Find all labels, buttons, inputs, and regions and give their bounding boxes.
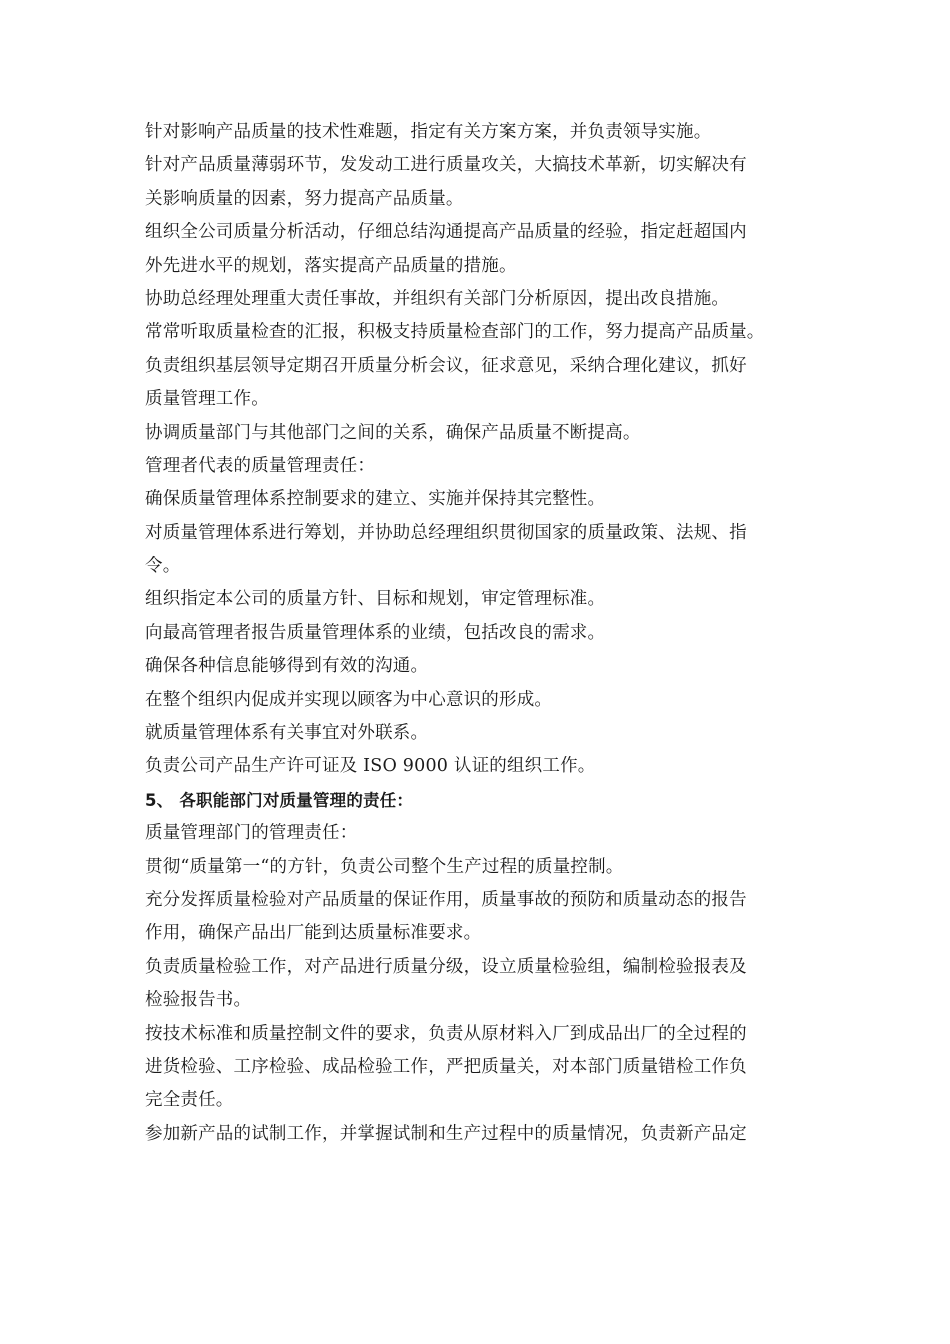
text-line: 参加新产品的试制工作，并掌握试制和生产过程中的质量情况，负责新产品定: [145, 1123, 747, 1144]
text-line: 向最高管理者报告质量管理体系的业绩，包括改良的需求。: [145, 622, 606, 643]
text-line: 令。: [145, 556, 181, 577]
text-line: 作用，确保产品出厂能到达质量标准要求。: [145, 923, 482, 944]
text-line: 就质量管理体系有关事宜对外联系。: [145, 723, 429, 744]
text-line: 按技术标准和质量控制文件的要求，负责从原材料入厂到成品出厂的全过程的: [145, 1023, 747, 1044]
text-line: 常常听取质量检查的汇报，积极支持质量检查部门的工作，努力提高产品质量。: [145, 322, 765, 343]
text-line: 针对影响产品质量的技术性难题，指定有关方案方案，并负责领导实施。: [145, 122, 712, 142]
text-line: 协调质量部门与其他部门之间的关系，确保产品质量不断提高。: [145, 422, 641, 443]
text-line: 质量管理部门的管理责任：: [145, 823, 358, 844]
text-line: 针对产品质量薄弱环节，发发动工进行质量攻关，大搞技术革新，切实解决有: [145, 155, 747, 176]
section-heading: 5、 各职能部门对质量管理的责任：: [145, 790, 414, 810]
text-line: 管理者代表的质量管理责任：: [145, 455, 376, 476]
text-line: 进货检验、工序检验、成品检验工作，严把质量关，对本部门质量错检工作负: [145, 1056, 747, 1077]
text-line: 确保质量管理体系控制要求的建立、实施并保持其完整性。: [145, 489, 606, 510]
text-line: 充分发挥质量检验对产品质量的保证作用，质量事故的预防和质量动态的报告: [145, 889, 747, 910]
text-line: 确保各种信息能够得到有效的沟通。: [145, 656, 429, 677]
text-line: 组织指定本公司的质量方针、目标和规划，审定管理标准。: [145, 589, 606, 610]
document-body: [145, 116, 810, 1151]
text-line: 负责质量检验工作，对产品进行质量分级，设立质量检验组，编制检验报表及: [145, 956, 747, 977]
text-line: 对质量管理体系进行筹划，并协助总经理组织贯彻国家的质量政策、法规、指: [145, 522, 747, 543]
text-line: 负责组织基层领导定期召开质量分析会议，征求意见，采纳合理化建议，抓好: [145, 355, 747, 376]
text-line: 关影响质量的因素，努力提高产品质量。: [145, 188, 464, 209]
text-line: 负责公司产品生产许可证及 ISO 9000 认证的组织工作。: [145, 756, 596, 777]
text-line: 组织全公司质量分析活动，仔细总结沟通提高产品质量的经验，指定赶超国内: [145, 222, 747, 243]
text-line: 检验报告书。: [145, 990, 252, 1011]
text-line: 贯彻“质量第一“的方针，负责公司整个生产过程的质量控制。: [145, 856, 624, 877]
text-line: 协助总经理处理重大责任事故，并组织有关部门分析原因，提出改良措施。: [145, 288, 730, 309]
text-line: 在整个组织内促成并实现以顾客为中心意识的形成。: [145, 689, 553, 710]
text-line: 质量管理工作。: [145, 389, 269, 410]
text-line: 完全责任。: [145, 1090, 234, 1111]
text-line: 外先进水平的规划，落实提高产品质量的措施。: [145, 255, 517, 276]
